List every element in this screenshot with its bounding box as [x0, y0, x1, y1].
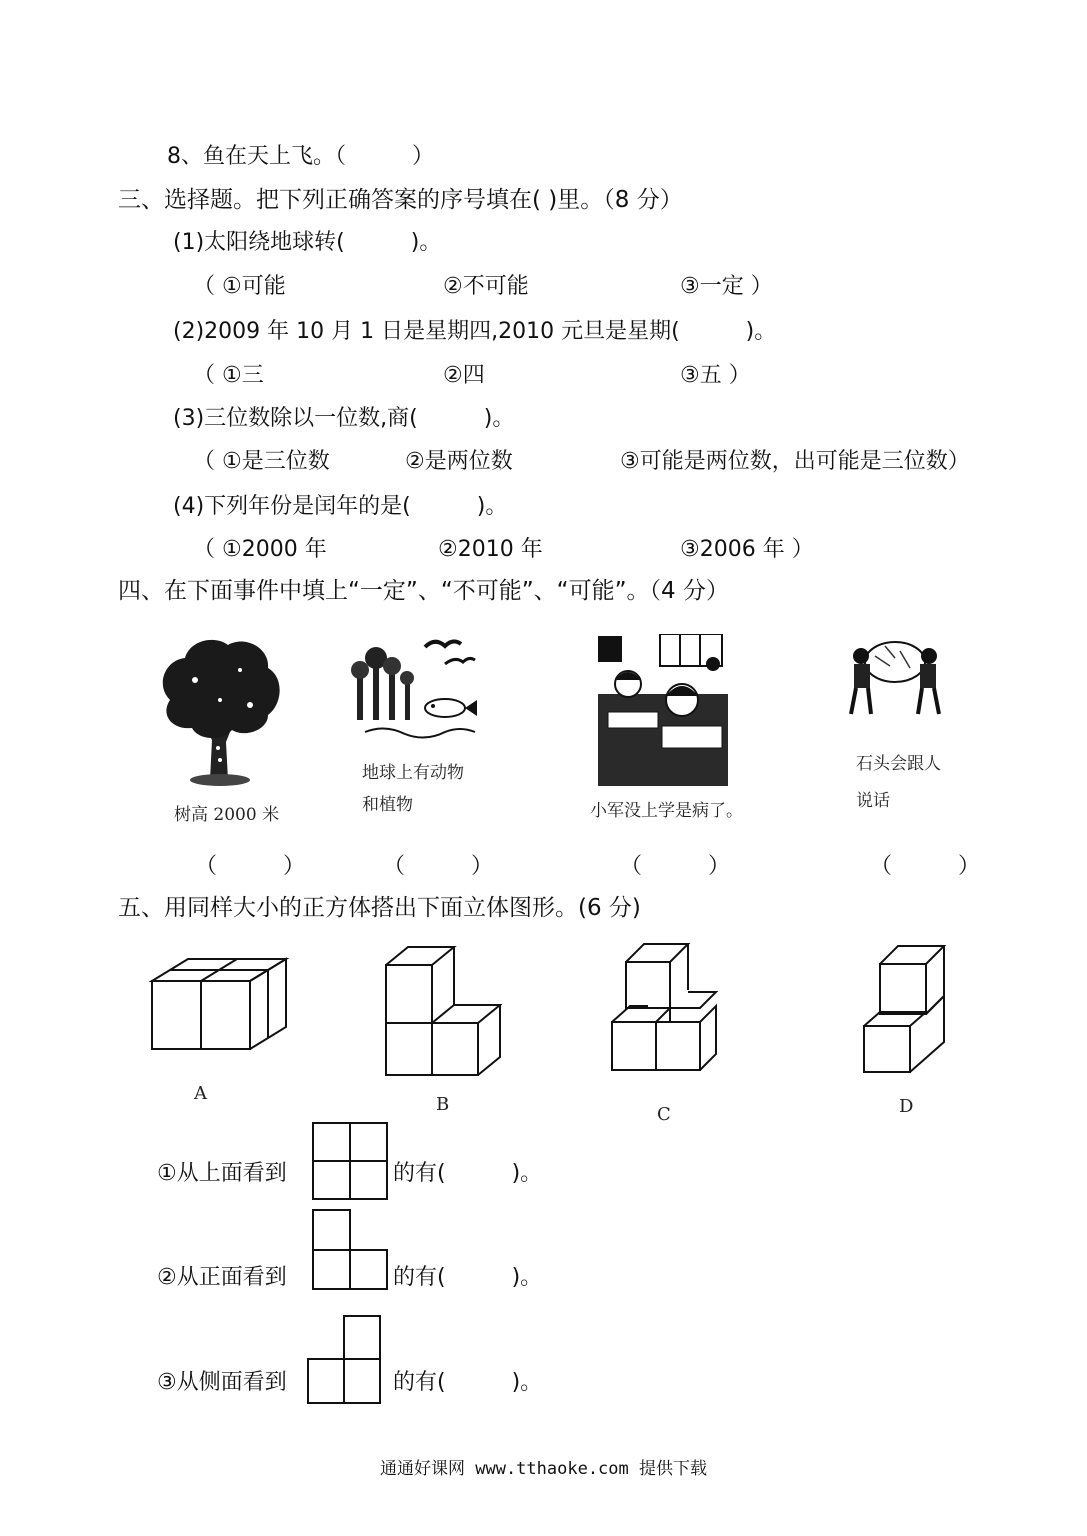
- choice-3-option-c: ③可能是两位数，出可能是三位数）: [620, 449, 970, 474]
- answer-blank-4[interactable]: （ ）: [870, 854, 981, 879]
- label-b: B: [436, 1094, 450, 1115]
- cube-figure-b: [382, 943, 502, 1079]
- choice-1-option-c: ③一定 ）: [680, 274, 773, 299]
- people-rock-picture: [845, 636, 945, 721]
- view-side-prefix: ③从侧面看到: [157, 1370, 287, 1395]
- section-5-title: 五、用同样大小的正方体搭出下面立体图形。(6 分): [118, 895, 641, 921]
- choice-1-option-b: ②不可能: [443, 274, 529, 299]
- cube-figure-c: [608, 940, 720, 1074]
- choice-4-option-c: ③2006 年 ）: [680, 537, 814, 562]
- label-c: C: [657, 1104, 671, 1125]
- cube-figure-d: [860, 940, 952, 1076]
- choice-question-2: (2)2009 年 10 月 1 日是星期四,2010 元旦是星期( )。: [173, 319, 777, 344]
- question-8: 8、鱼在天上飞。（ ）: [167, 144, 434, 169]
- choice-2-option-b: ②四: [443, 363, 485, 388]
- section-4-title: 四、在下面事件中填上“一定”、“不可能”、“可能”。（4 分）: [118, 578, 729, 604]
- answer-blank-3[interactable]: （ ）: [620, 854, 731, 879]
- caption-rock-line-1: 石头会跟人: [856, 754, 941, 774]
- answer-blank-1[interactable]: （ ）: [195, 854, 306, 879]
- tree-picture: [150, 630, 290, 790]
- choice-3-option-a: （ ①是三位数: [193, 449, 330, 474]
- caption-animals-line-2: 和植物: [362, 795, 413, 815]
- choice-question-1: (1)太阳绕地球转( )。: [173, 230, 442, 255]
- choice-2-option-a: （ ①三: [193, 363, 264, 388]
- choice-2-option-c: ③五 ）: [680, 363, 751, 388]
- caption-classroom: 小军没上学是病了。: [590, 801, 743, 821]
- label-d: D: [899, 1096, 914, 1117]
- cube-figure-a: [148, 955, 290, 1053]
- choice-4-option-b: ②2010 年: [438, 537, 543, 562]
- top-view-shape: [312, 1122, 390, 1202]
- view-top-answer[interactable]: 的有( )。: [393, 1161, 543, 1186]
- footer-source: 通通好课网 www.tthaoke.com 提供下载: [380, 1459, 707, 1479]
- caption-animals-line-1: 地球上有动物: [362, 763, 464, 783]
- label-a: A: [194, 1083, 207, 1104]
- animals-plants-picture: [345, 632, 485, 747]
- view-front-answer[interactable]: 的有( )。: [393, 1265, 543, 1290]
- choice-3-option-b: ②是两位数: [405, 449, 513, 474]
- view-side-answer[interactable]: 的有( )。: [393, 1370, 543, 1395]
- classroom-picture: [598, 634, 728, 786]
- caption-rock-line-2: 说话: [856, 791, 890, 811]
- choice-4-option-a: （ ①2000 年: [193, 537, 327, 562]
- side-view-shape: [307, 1315, 383, 1405]
- section-3-title: 三、选择题。把下列正确答案的序号填在( )里。（8 分）: [118, 187, 683, 213]
- view-front-prefix: ②从正面看到: [157, 1265, 287, 1290]
- choice-question-4: (4)下列年份是闰年的是( )。: [173, 494, 508, 519]
- front-view-shape: [312, 1209, 390, 1291]
- view-top-prefix: ①从上面看到: [157, 1161, 287, 1186]
- choice-1-option-a: （ ①可能: [193, 274, 286, 299]
- caption-tree: 树高 2000 米: [174, 805, 280, 825]
- answer-blank-2[interactable]: （ ）: [383, 854, 494, 879]
- choice-question-3: (3)三位数除以一位数,商( )。: [173, 406, 515, 431]
